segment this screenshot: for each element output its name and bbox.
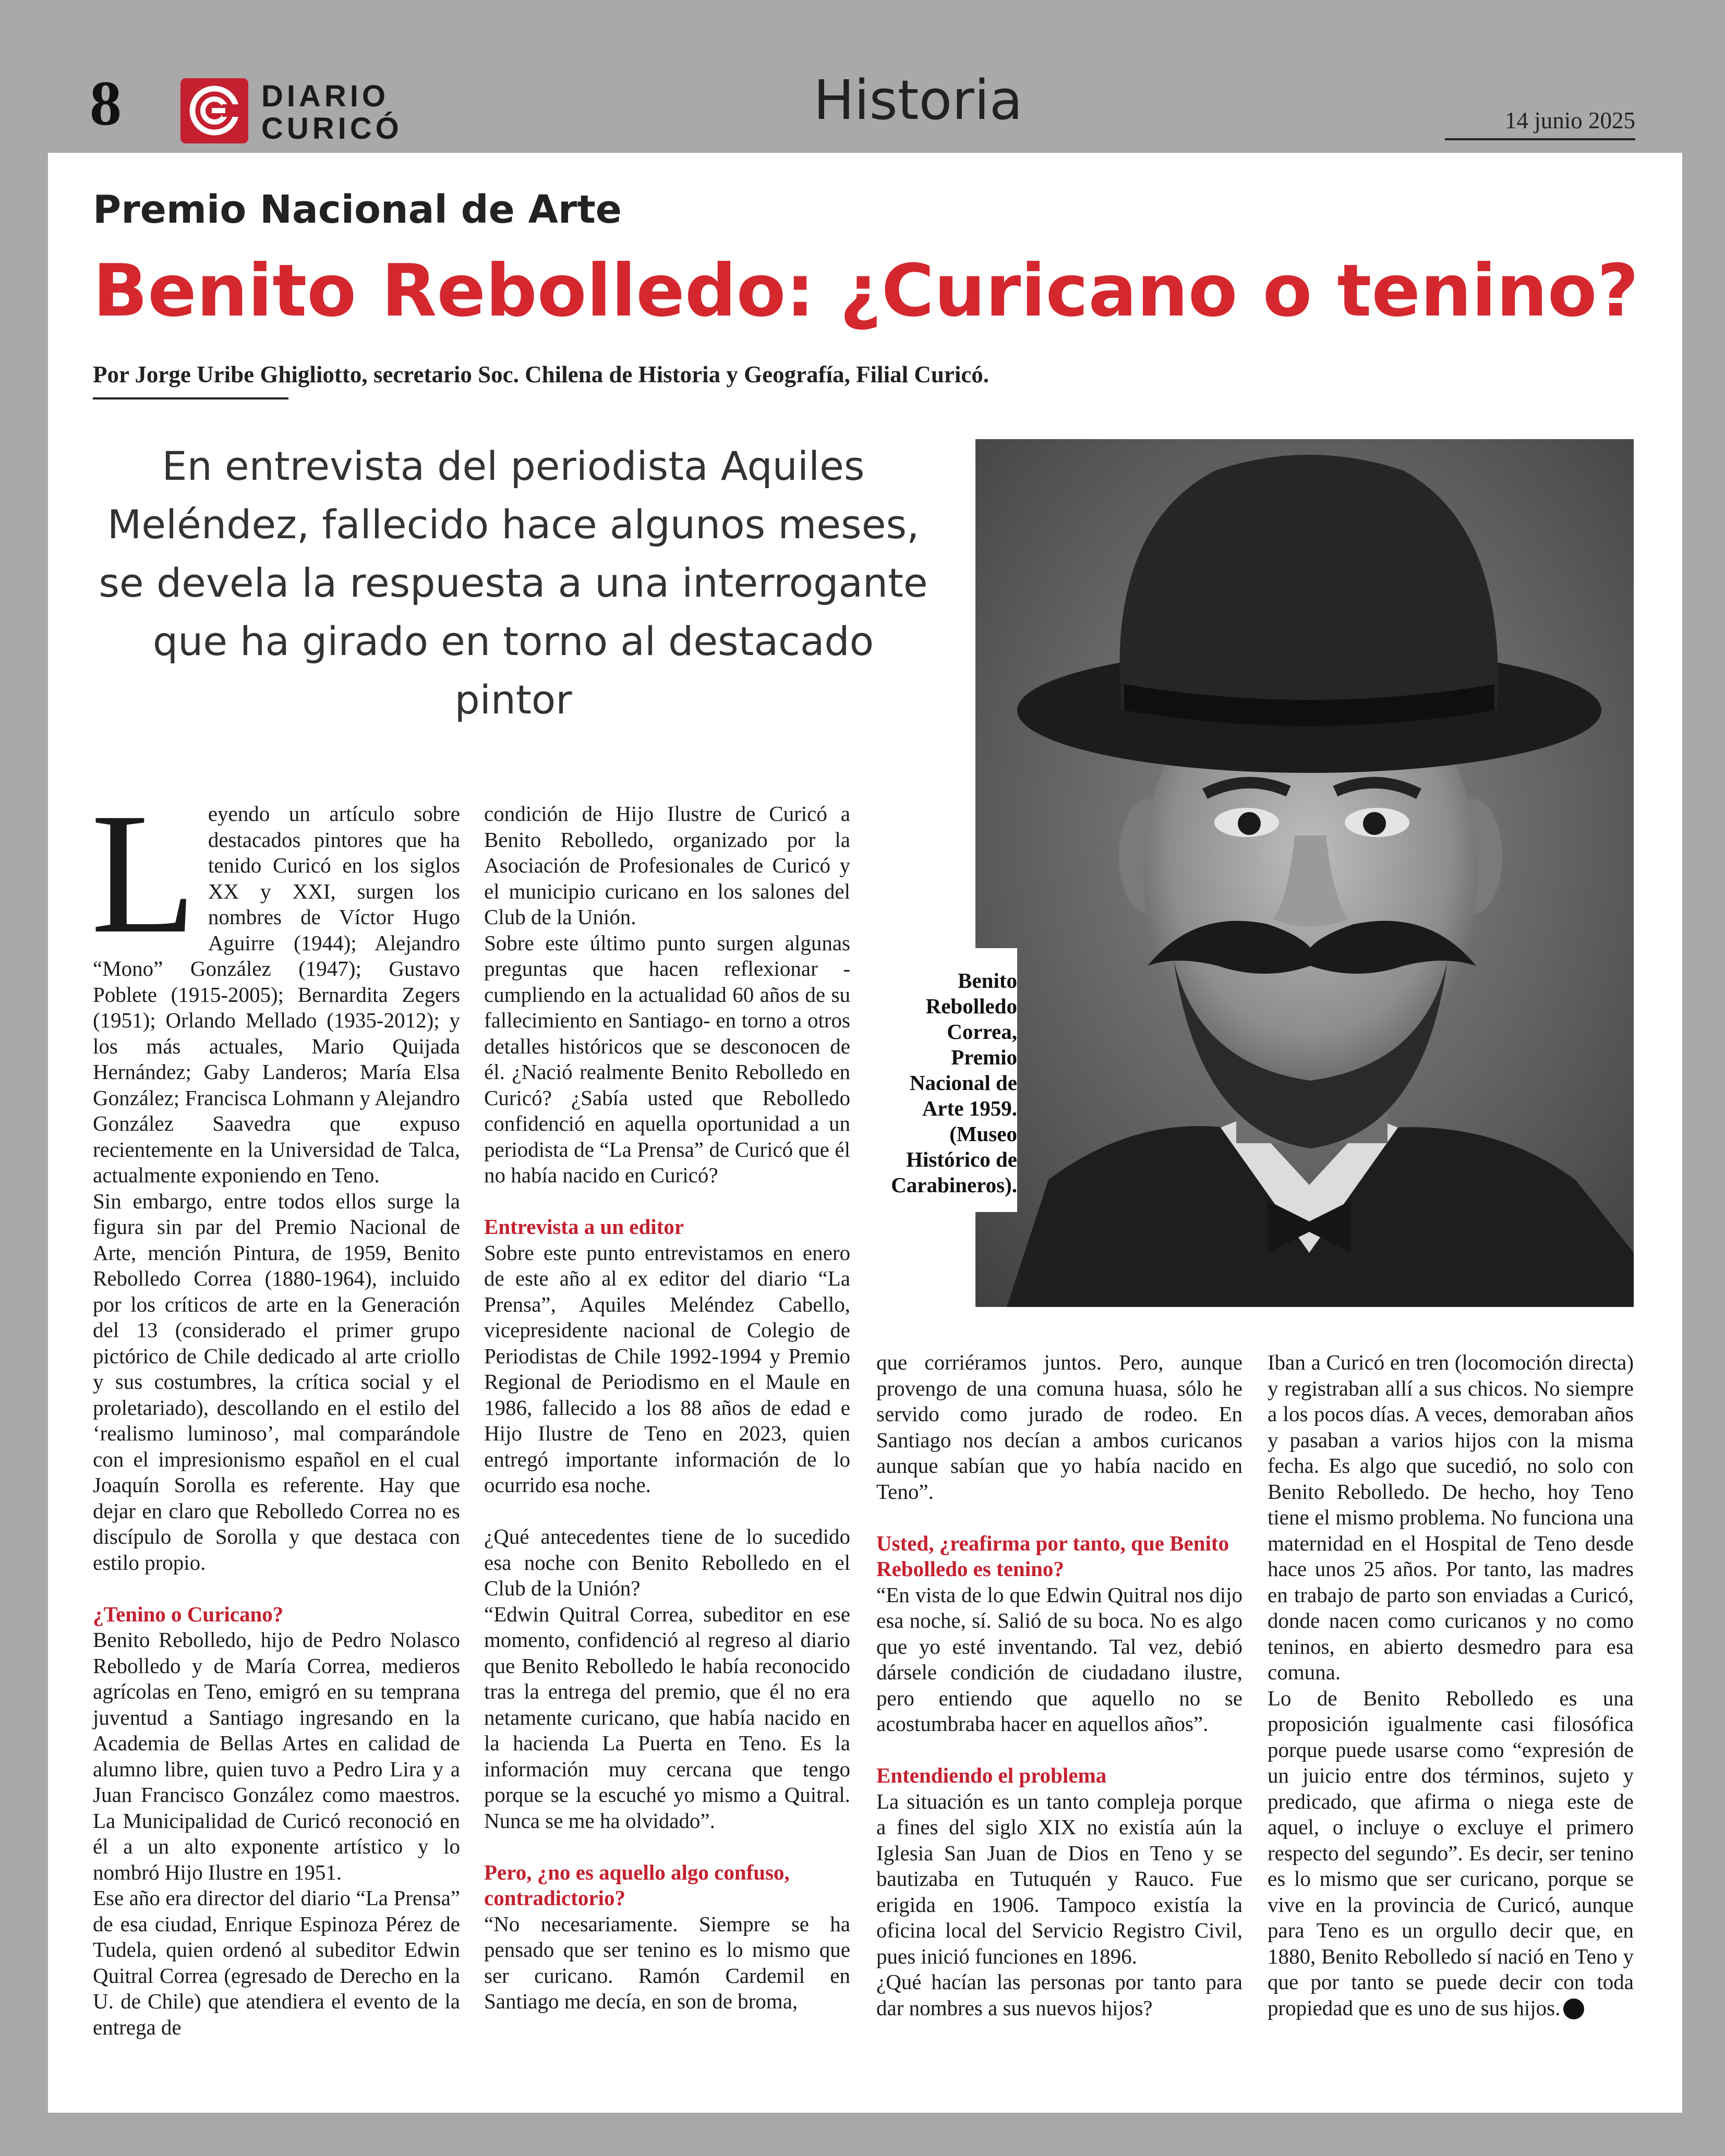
- subheading-entendiendo: Entendiendo el problema: [876, 1763, 1107, 1787]
- subheading-entrevista: Entrevista a un editor: [484, 1215, 684, 1239]
- article-column-2: [484, 801, 850, 2015]
- portrait-photo: [975, 439, 1634, 1307]
- date-rule: [1445, 138, 1635, 140]
- article-paragraph: Sin embargo, entre todos ellos surge la figura sin par del Premio Nacional de Arte, mención Pintura, de 1959, Benito Rebolledo Correa (1880-1964), incluido por los críticos de arte en la Generación del 13 (considerado el primer grupo pictórico de Chile dedicado al arte criollo y sus costumbres, la crítica social y el proletariado), descollando en el estilo del ‘realismo luminoso’, mal comparándole con el impresionismo español en el cual Joaquín Sorolla es referente. Hay que dejar en claro que Rebolledo Correa no es discípulo de Sorolla y que destaca con estilo propio.: [93, 1189, 460, 1574]
- article-paragraph: Sobre este último punto surgen algunas preguntas que hacen reflexionar -cumpliendo en la actualidad 60 años de su fallecimiento en Santiago- en torno a otros detalles históricos que se desconocen de él. ¿Nació realmente Benito Rebolledo en Curicó? ¿Sabía usted que Rebolledo confidenció en aquella oportunidad a un periodista de “La Prensa” de Curicó que él no había nacido en Curicó?: [484, 930, 850, 1187]
- photo-caption-box: [861, 948, 1017, 1212]
- byline-rule: [93, 397, 288, 399]
- article-paragraph: “En vista de lo que Edwin Quitral nos dijo esa noche, sí. Salió de su boca. No es algo que yo esté inventando. Tal vez, debió dársele condición de ciudadano ilustre, pero entiendo que aquello no se acostumbraba hacer en aquellos años”.: [876, 1582, 1243, 1736]
- section-title: Historia: [813, 68, 1023, 132]
- end-of-article-dot-icon: [1563, 1998, 1584, 2019]
- article-column-3: [876, 1350, 1243, 2021]
- subheading-tenino-o-curicano: ¿Tenino o Curicano?: [93, 1602, 284, 1626]
- subheading-reafirma: Usted, ¿reafirma por tanto, que Benito Rebolledo es tenino?: [876, 1531, 1229, 1581]
- article-paragraph: condición de Hijo Ilustre de Curicó a Benito Rebolledo, organizado por la Asociación de Profesionales de Curicó y el municipio curicano en los salones del Club de la Unión.: [484, 802, 850, 929]
- logo-line-2: CURICÓ: [261, 112, 403, 146]
- article-kicker: Premio Nacional de Arte: [93, 187, 622, 232]
- article-headline: Benito Rebolledo: ¿Curicano o tenino?: [93, 249, 1639, 333]
- article-column-1: [91, 777, 460, 2040]
- newspaper-logo[interactable]: [180, 78, 411, 146]
- article-paragraph: Iban a Curicó en tren (locomoción directa) y registraban allí a sus chicos. No siempre a los pocos días. A veces, demoraban años y pasaban a varios hijos con la misma fecha. Es algo que sucedió, no solo con Benito Rebolledo. De hecho, hoy Teno tiene el mismo problema. No funciona una maternidad en el Hospital de Teno desde hace unos 25 años. Por tanto, las madres en trabajo de parto son enviadas a Curicó, donde nacen como curicanos y no como teninos, en abierto desmedro para esa comuna.: [1268, 1350, 1634, 1684]
- logo-line-1: DIARIO: [261, 79, 389, 113]
- drop-cap: L: [91, 777, 197, 969]
- article-byline: Por Jorge Uribe Ghigliotto, secretario Soc. Chilena de Historia y Geografía, Filial Curicó.: [93, 361, 990, 387]
- article-column-4: [1268, 1350, 1634, 2021]
- article-paragraph: ¿Qué antecedentes tiene de lo sucedido esa noche con Benito Rebolledo en el Club de la Unión?: [484, 1524, 850, 1600]
- article-paragraph: ¿Qué hacían las personas por tanto para dar nombres a sus nuevos hijos?: [876, 1970, 1243, 2020]
- article-paragraph: Benito Rebolledo, hijo de Pedro Nolasco Rebolledo y de María Correa, medieros agrícolas en Teno, emigró en su temprana juventud a Santiago ingresando en la Academia de Bellas Artes en calidad de alumno libre, quien tuvo a Pedro Lira y a Juan Francisco González como maestros. La Municipalidad de Curicó reconoció en él a un alto exponente artístico y lo nombró Hijo Ilustre en 1951.: [93, 1628, 460, 1884]
- article-paragraph: que corriéramos juntos. Pero, aunque provengo de una comuna huasa, sólo he servido como jurado de rodeo. En Santiago nos decían a ambos curicanos aunque sabían que yo había nacido en Teno”.: [876, 1350, 1243, 1504]
- article-paragraph: Leyendo un artículo sobre destacados pintores que ha tenido Curicó en los siglos XX y XXI, surgen los nombres de Víctor Hugo Aguirre (1944); Alejandro “Mono” González (1947); Gustavo Poblete (1915-2005); Bernardita Zegers (1951); Orlando Mellado (1935-2012); y los más actuales, Mario Quijada Hernández; Gaby Landeros; María Elsa González; Francisca Lohmann y Alejandro González Saavedra que expuso recientemente en la Universidad de Talca, actualmente exponiendo en Teno.: [91, 777, 460, 1187]
- article-paragraph: “Edwin Quitral Correa, subeditor en ese momento, confidenció al regreso al diario que Benito Rebolledo le había reconocido tras la entrega del premio, que él no era netamente curicano, que había nacido en la hacienda La Puerta en Teno. Es la información muy cercana que tengo porque se la escuché yo mismo a Quitral. Nunca se me ha olvidado”.: [484, 1602, 850, 1833]
- photo-caption: Benito Rebolledo Correa, Premio Nacional de Arte 1959. (Museo Histórico de Carabineros).: [891, 968, 1017, 1197]
- article-paragraph: “No necesariamente. Siempre se ha pensado que ser tenino es lo mismo que ser curicano. Ramón Cardemil en Santiago me decía, en son de broma,: [484, 1911, 850, 2013]
- page-number: 8: [90, 68, 122, 139]
- article-paragraph: Sobre este punto entrevistamos en enero de este año al ex editor del diario “La Prensa”, Aquiles Meléndez Cabello, vicepresidente nacional de Colegio de Periodistas de Chile 1992-1994 y Premio Regional de Periodismo en el Maule en 1986, fallecido a los 88 años de edad e Hijo Ilustre de Teno en 2023, quien entregó importante información de lo ocurrido esa noche.: [484, 1240, 850, 1497]
- diario-curico-logo-icon: [180, 78, 248, 143]
- article-lede: En entrevista del periodista Aquiles Meléndez, fallecido hace algunos meses, se devela la respuesta a una interrogante que ha girado en torno al destacado pintor: [99, 443, 928, 723]
- subheading-confuso: Pero, ¿no es aquello algo confuso, contradictorio?: [484, 1860, 790, 1910]
- article-paragraph: Lo de Benito Rebolledo es una proposición igualmente casi filosófica porque puede usarse como “expresión de un juicio entre dos términos, sujeto y predicado, que afirma o niega este de aquel, o incluye o excluye el primero respecto del segundo”. Es decir, ser tenino es lo mismo que ser curicano, porque se vive en la provincia de Curicó, aunque para Teno es un orgullo decir que, en 1880, Benito Rebolledo sí nació en Teno y que por tanto se puede decir con toda propiedad que es uno de sus hijos.: [1268, 1686, 1634, 2020]
- article-paragraph: Ese año era director del diario “La Prensa” de esa ciudad, Enrique Espinoza Pérez de Tudela, quien ordenó al subeditor Edwin Quitral Correa (egresado de Derecho en la U. de Chile) que atendiera el evento de la entrega de: [93, 1886, 460, 2039]
- issue-date: 14 junio 2025: [1504, 107, 1635, 134]
- article-paragraph: La situación es un tanto compleja porque a fines del siglo XIX no existía aún la Iglesia San Juan de Dios en Teno y se bautizaba en Tutuquén y Rauco. Fue erigida en 1906. Tampoco existía la oficina local del Servicio Registro Civil, pues inició funciones en 1896.: [876, 1789, 1243, 1968]
